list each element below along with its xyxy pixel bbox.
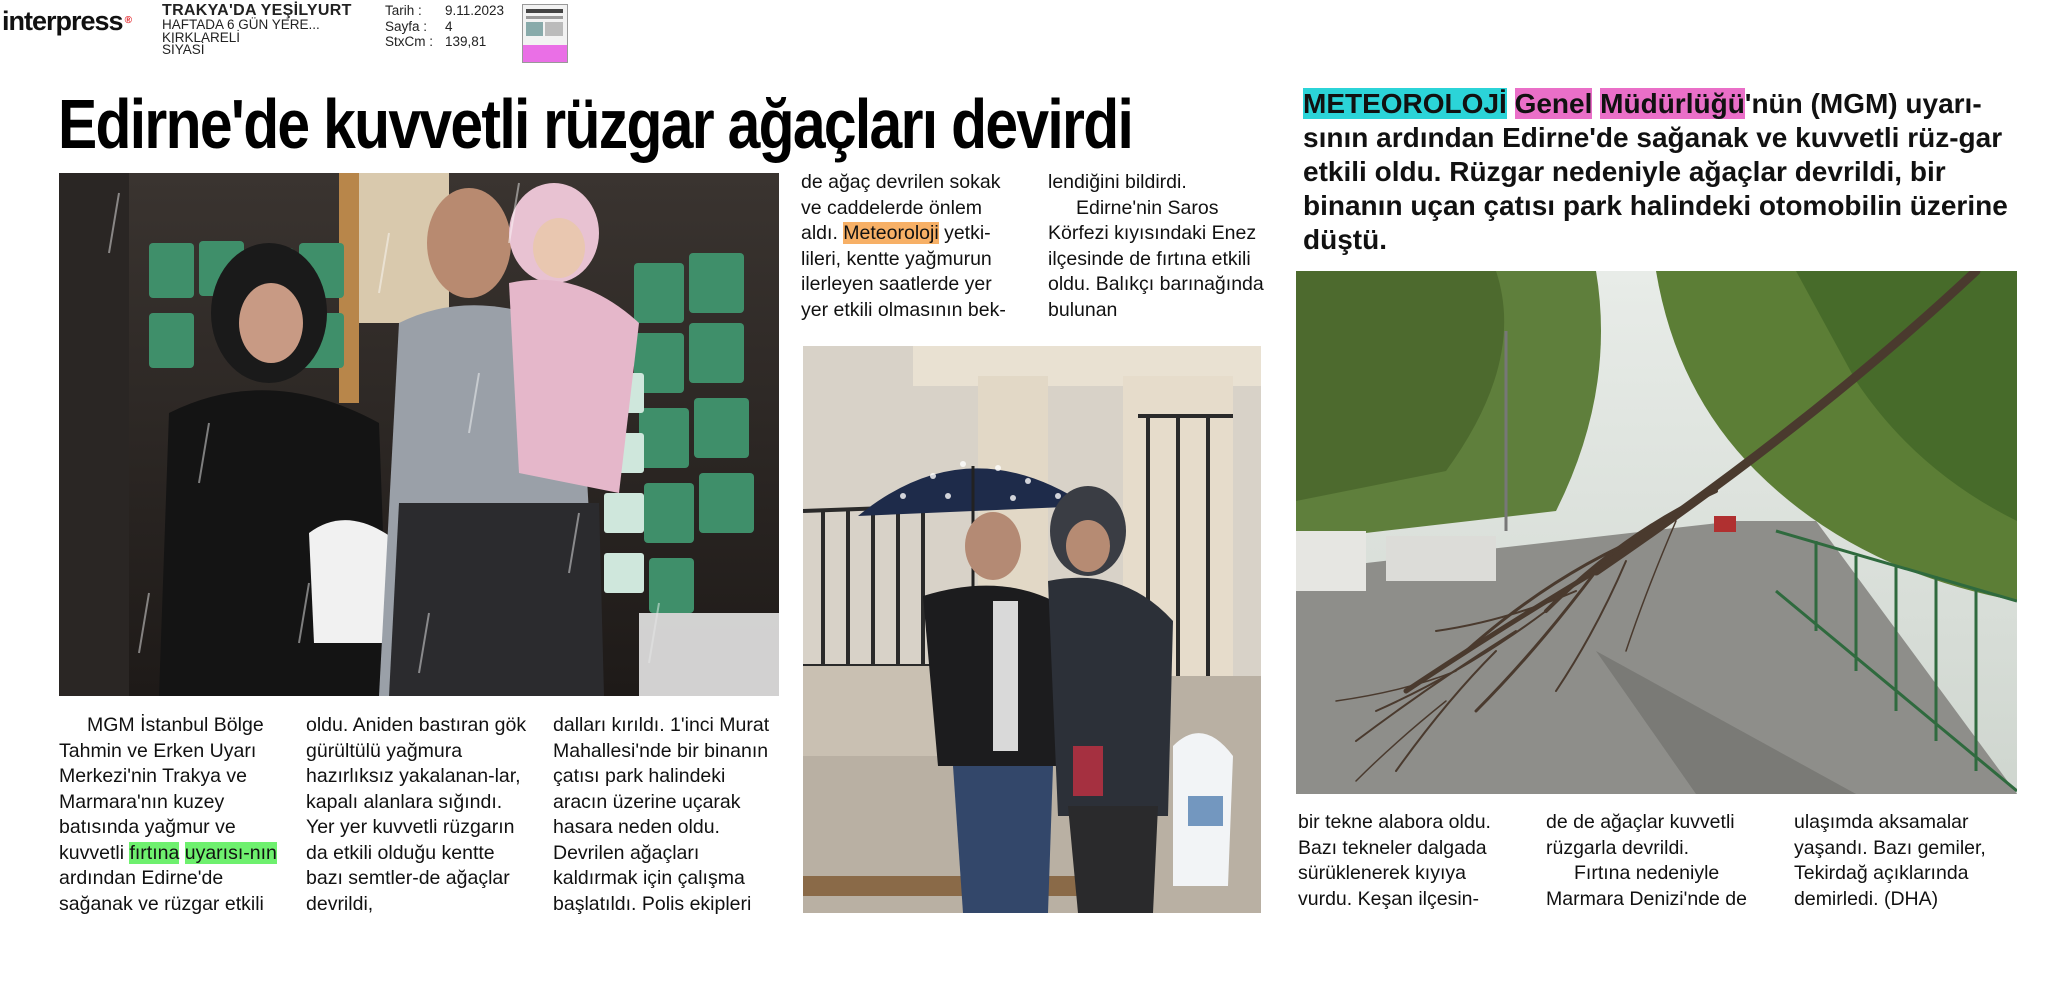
publication-region: KIRKLARELİ bbox=[162, 29, 241, 45]
body-column-6 bbox=[1298, 810, 1520, 912]
body-column-2 bbox=[306, 713, 528, 917]
body-column-8 bbox=[1794, 810, 2016, 912]
body-text: dalları kırıldı. 1'inci Murat Mahallesi'nde bir binanın çatısı park halindeki aracın üzerine uçarak hasara neden oldu. Devrilen ağaçları kaldırmak için çalışma başlatıldı. Polis ekipleri bbox=[553, 714, 770, 915]
meta-page-row bbox=[385, 19, 504, 35]
body-text: ulaşımda aksamalar yaşandı. Bazı gemiler, Tekirdağ açıklarında demirledi. (DHA) bbox=[1794, 811, 1986, 910]
meta-label: Sayfa : bbox=[385, 18, 428, 34]
body-text: Fırtına nedeniyle Marmara Denizi'nde de bbox=[1546, 862, 1747, 910]
photo-women-with-umbrella bbox=[803, 346, 1261, 913]
publication-frequency: HAFTADA 6 GÜN YERE... bbox=[162, 17, 320, 32]
body-text: de ağaç devrilen sokak ve caddelerde önlem aldı. bbox=[801, 171, 1001, 244]
interpress-logo bbox=[2, 6, 131, 36]
photo-fallen-tree bbox=[1296, 271, 2017, 794]
body-text: ardından Edirne'de sağanak ve rüzgar etkili bbox=[59, 867, 264, 915]
page-thumbnail[interactable] bbox=[522, 4, 568, 63]
meta-date-row bbox=[385, 3, 504, 19]
body-text: MGM İstanbul Bölge Tahmin ve Erken Uyarı Merkezi'nin Trakya ve Marmara'nın kuzey batısında yağmur ve kuvvetli bbox=[59, 714, 264, 864]
meta-value: 9.11.2023 bbox=[445, 3, 505, 18]
meta-value: 139,81 bbox=[445, 34, 487, 49]
body-text: Edirne'nin Saros Körfezi kıyısındaki Enez ilçesinde de fırtına etkili oldu. Balıkçı barınağında bulunan bbox=[1048, 196, 1264, 321]
body-text: yetki-lileri, kentte yağmurun ilerleyen saatlerde yer yer etkili olmasının bek- bbox=[801, 222, 1006, 321]
meta-value: 4 bbox=[445, 18, 453, 34]
body-column-5 bbox=[1048, 170, 1278, 323]
meta-stxcm-row bbox=[385, 34, 504, 50]
publication-info bbox=[162, 3, 352, 57]
publication-name: TRAKYA'DA YEŞİLYURT bbox=[162, 2, 352, 19]
lead-text: 'nün (MGM) uyarı-sının ardından Edirne'de sağanak ve kuvvetli rüz-gar etkili oldu. Rüzgar nedeniyle ağaçlar devrildi, bir binanın uçan çatısı park halindeki otomobilin üzerine düştü. bbox=[1303, 88, 2008, 255]
body-column-3 bbox=[553, 713, 779, 917]
highlight-keyword: Genel bbox=[1514, 88, 1593, 119]
body-column-1 bbox=[59, 713, 281, 917]
body-text: bir tekne alabora oldu. Bazı tekneler dalgada sürüklenerek kıyıya vurdu. Keşan ilçesin- bbox=[1298, 811, 1491, 910]
body-column-4 bbox=[801, 170, 1023, 323]
photo-family-in-rain bbox=[59, 173, 779, 696]
logo-registered-mark: ® bbox=[124, 15, 131, 26]
publication-category: SİYASİ bbox=[162, 42, 205, 57]
highlight-keyword: uyarısı-nın bbox=[184, 841, 277, 864]
highlight-keyword: fırtına bbox=[129, 841, 180, 864]
body-column-7 bbox=[1546, 810, 1768, 912]
highlight-keyword: Meteoroloji bbox=[843, 222, 939, 244]
meta-label: StxCm : bbox=[385, 34, 434, 49]
meta-label: Tarih : bbox=[385, 3, 422, 18]
highlight-keyword: METEOROLOJİ bbox=[1303, 88, 1507, 119]
clipping-meta bbox=[385, 3, 504, 50]
logo-text: interpress bbox=[2, 6, 123, 36]
body-text: lendiğini bildirdi. bbox=[1048, 171, 1187, 193]
article-lead bbox=[1303, 87, 2028, 257]
article-headline: Edirne'de kuvvetli rüzgar ağaçları devirdi bbox=[58, 85, 1133, 163]
body-text: oldu. Aniden bastıran gök gürültülü yağmura hazırlıksız yakalanan-lar, kapalı alanlara sığındı. Yer yer kuvvetli rüzgarın da etkili olduğu kentte bazı semtler-de ağaçlar devrildi, bbox=[306, 714, 527, 915]
body-text: de de ağaçlar kuvvetli rüzgarla devrildi. bbox=[1546, 811, 1735, 859]
highlight-keyword: Müdürlüğü bbox=[1600, 88, 1745, 119]
